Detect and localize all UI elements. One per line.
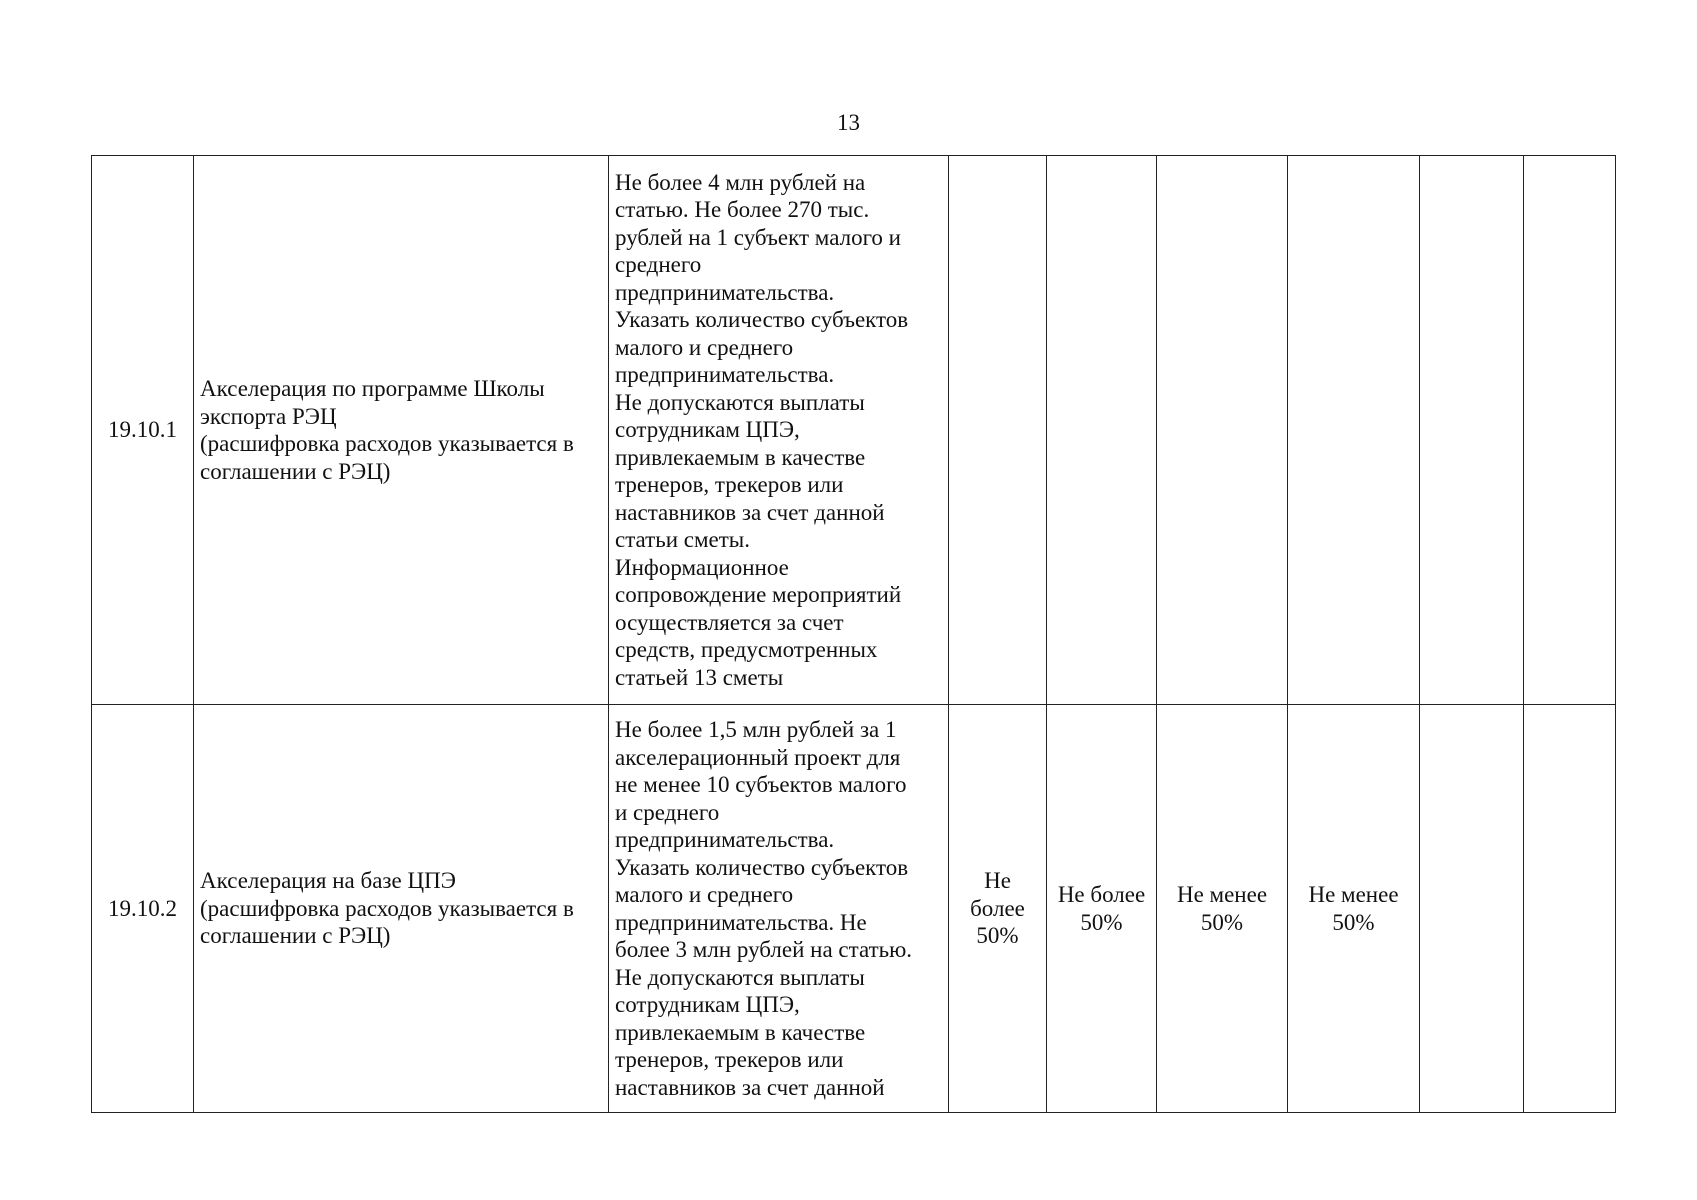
value-line: более	[970, 895, 1025, 921]
value-line: Не менее	[1308, 882, 1399, 907]
value-cell-col4	[949, 705, 1047, 1113]
description-line: статьи сметы.	[615, 527, 750, 553]
row-code: 19.10.1	[108, 417, 177, 443]
description-line: акселерационный проект для	[615, 744, 901, 770]
value-line: 50%	[976, 923, 1019, 949]
value-cell-col6	[1157, 156, 1288, 705]
value-cell-col8	[1420, 156, 1524, 705]
value-line: 50%	[1332, 909, 1375, 935]
description-line: сотрудникам ЦПЭ,	[615, 992, 800, 1017]
row-name-cell	[194, 156, 609, 705]
value-cell-col7	[1288, 705, 1420, 1113]
description-line: тренеров, трекеров или	[615, 1047, 844, 1072]
description-line: привлекаемым в качестве	[615, 1019, 866, 1045]
page-number: 13	[837, 110, 860, 135]
description-line: привлекаемым в качестве	[615, 444, 866, 470]
row-name-line: соглашении с РЭЦ)	[200, 458, 391, 484]
value-cell-col5	[1047, 705, 1157, 1113]
description-line: малого и среднего	[615, 334, 794, 360]
value-line: 50%	[1080, 909, 1123, 935]
description-line: предпринимательства.	[615, 827, 835, 852]
description-line: Не более 1,5 млн рублей за 1	[615, 717, 897, 742]
table-row	[92, 705, 1616, 1113]
row-name-cell	[194, 705, 609, 1113]
description-line: более 3 млн рублей на статью.	[615, 937, 913, 962]
table-row	[92, 156, 1616, 705]
description-line: сопровождение мероприятий	[615, 582, 902, 608]
value-cell-col8	[1420, 705, 1524, 1113]
description-line: рублей на 1 субъект малого и	[615, 224, 901, 250]
description-line: Не допускаются выплаты	[615, 389, 865, 415]
value-cell-col7	[1288, 156, 1420, 705]
row-name-line: (расшифровка расходов указывается в	[200, 431, 574, 456]
value-cell-col9	[1524, 156, 1616, 705]
description-line: Не более 4 млн рублей на	[615, 169, 866, 195]
description-line: статьей 13 сметы	[615, 664, 784, 690]
description-line: не менее 10 субъектов малого	[615, 772, 907, 797]
expense-table	[91, 155, 1616, 1113]
description-line: Указать количество субъектов	[615, 854, 909, 880]
row-code: 19.10.2	[108, 895, 177, 921]
description-line: предпринимательства.	[615, 279, 835, 305]
value-cell-col9	[1524, 705, 1616, 1113]
description-line: Указать количество субъектов	[615, 307, 909, 333]
row-code-cell	[92, 705, 194, 1113]
row-name-line: соглашении с РЭЦ)	[200, 923, 391, 949]
description-line: средств, предусмотренных	[615, 637, 878, 663]
value-cell-col4	[949, 156, 1047, 705]
value-cell-col5	[1047, 156, 1157, 705]
description-line: малого и среднего	[615, 882, 794, 907]
description-line: сотрудникам ЦПЭ,	[615, 417, 800, 443]
value-line: Не	[984, 868, 1011, 894]
description-line: предпринимательства.	[615, 362, 835, 388]
description-line: предпринимательства. Не	[615, 909, 867, 935]
description-line: наставников за счет данной	[615, 499, 885, 525]
row-name-line: экспорта РЭЦ	[200, 403, 337, 429]
row-name-line: (расшифровка расходов указывается в	[200, 895, 574, 921]
description-line: и среднего	[615, 799, 720, 825]
value-cell-col6	[1157, 705, 1288, 1113]
row-code-cell	[92, 156, 194, 705]
description-line: тренеров, трекеров или	[615, 472, 844, 498]
description-line: осуществляется за счет	[615, 609, 844, 635]
row-name-line: Акселерация по программе Школы	[200, 376, 545, 401]
row-name-line: Акселерация на базе ЦПЭ	[200, 868, 456, 894]
value-line: Не менее	[1176, 882, 1268, 907]
row-description-cell	[609, 705, 949, 1113]
value-line: Не более	[1057, 882, 1146, 907]
description-line: наставников за счет данной	[615, 1074, 885, 1100]
description-line: статью. Не более 270 тыс.	[615, 197, 870, 223]
description-line: среднего	[615, 252, 702, 278]
value-line: 50%	[1200, 909, 1244, 935]
row-description-cell	[609, 156, 949, 705]
description-line: Не допускаются выплаты	[615, 964, 865, 990]
description-line: Информационное	[615, 554, 789, 580]
